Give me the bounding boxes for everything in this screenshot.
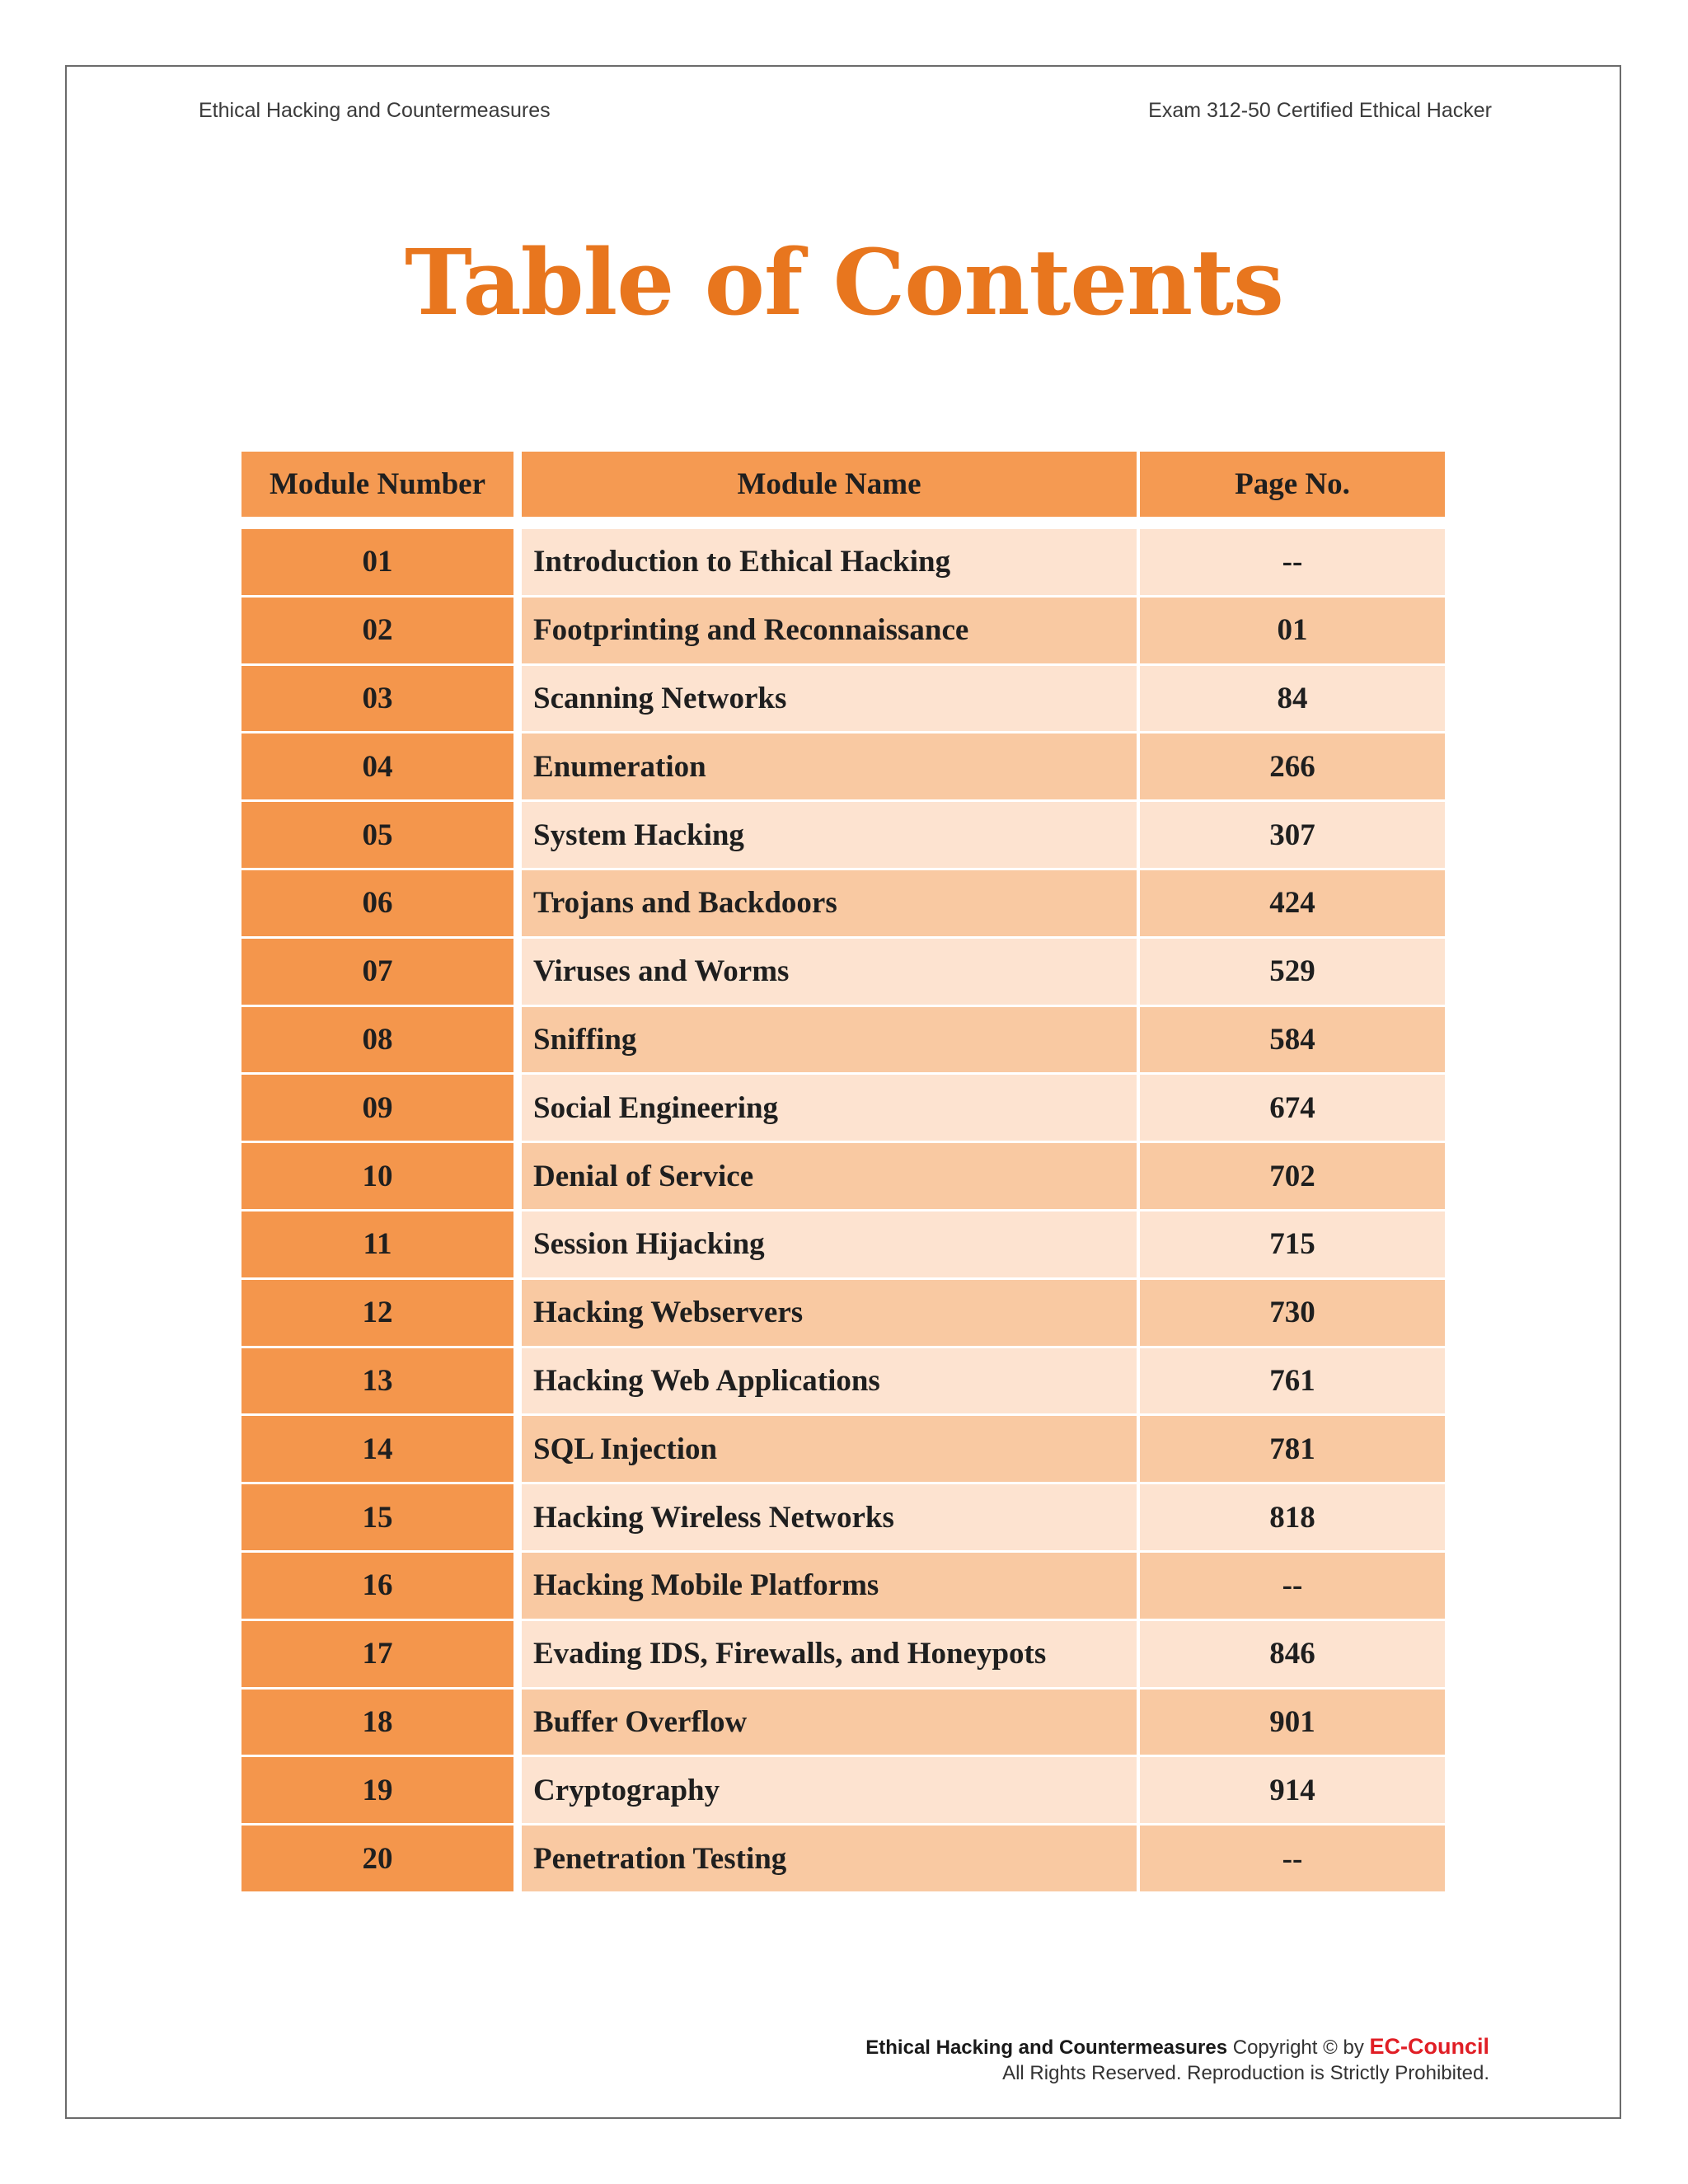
- module-number-cell: 05: [241, 802, 513, 870]
- table-row: [241, 1484, 1445, 1553]
- module-name-cell: Social Engineering: [522, 1075, 1140, 1143]
- module-name-cell: Hacking Mobile Platforms: [522, 1553, 1140, 1621]
- table-row: [241, 733, 1445, 802]
- page-number-cell: 914: [1140, 1757, 1445, 1825]
- column-header-page-no: Page No.: [1140, 452, 1445, 519]
- module-number-cell: 19: [241, 1757, 513, 1825]
- page-number-cell: --: [1140, 1553, 1445, 1621]
- table-row: [241, 666, 1445, 734]
- table-row: [241, 1280, 1445, 1348]
- page-number-cell: 761: [1140, 1348, 1445, 1417]
- page-number-cell: 307: [1140, 802, 1445, 870]
- running-header-right: Exam 312-50 Certified Ethical Hacker: [1148, 99, 1492, 122]
- table-row: [241, 870, 1445, 939]
- module-number-cell: 10: [241, 1143, 513, 1212]
- page-number-cell: 781: [1140, 1416, 1445, 1484]
- page-number-cell: 702: [1140, 1143, 1445, 1212]
- module-number-cell: 01: [241, 529, 513, 598]
- module-name-cell: SQL Injection: [522, 1416, 1140, 1484]
- module-number-cell: 04: [241, 733, 513, 802]
- page-number-cell: 84: [1140, 666, 1445, 734]
- running-header-left: Ethical Hacking and Countermeasures: [199, 99, 551, 122]
- table-row: [241, 1143, 1445, 1212]
- column-header-module-name: Module Name: [522, 452, 1140, 519]
- module-name-cell: Footprinting and Reconnaissance: [522, 598, 1140, 666]
- page-footer: [865, 2034, 1489, 2086]
- module-number-cell: 16: [241, 1553, 513, 1621]
- table-row: [241, 1348, 1445, 1417]
- table-row: [241, 802, 1445, 870]
- module-number-cell: 06: [241, 870, 513, 939]
- toc-table: [241, 452, 1445, 1894]
- module-name-cell: Enumeration: [522, 733, 1140, 802]
- table-row: [241, 598, 1445, 666]
- module-number-cell: 14: [241, 1416, 513, 1484]
- module-name-cell: Hacking Wireless Networks: [522, 1484, 1140, 1553]
- module-name-cell: System Hacking: [522, 802, 1140, 870]
- module-name-cell: Session Hijacking: [522, 1212, 1140, 1280]
- module-name-cell: Viruses and Worms: [522, 939, 1140, 1007]
- module-name-cell: Introduction to Ethical Hacking: [522, 529, 1140, 598]
- module-number-cell: 18: [241, 1690, 513, 1758]
- table-row: [241, 1007, 1445, 1076]
- module-name-cell: Trojans and Backdoors: [522, 870, 1140, 939]
- column-header-module-number: Module Number: [241, 452, 513, 519]
- footer-rights-text: All Rights Reserved. Reproduction is Strictly Prohibited.: [1002, 2062, 1489, 2084]
- page-number-cell: --: [1140, 1825, 1445, 1894]
- table-row: [241, 1825, 1445, 1894]
- table-row: [241, 1621, 1445, 1690]
- table-body: [241, 529, 1445, 1894]
- table-header-row: [241, 452, 1445, 519]
- module-number-cell: 20: [241, 1825, 513, 1894]
- page-number-cell: 266: [1140, 733, 1445, 802]
- footer-brand: EC-Council: [1369, 2034, 1489, 2059]
- module-number-cell: 02: [241, 598, 513, 666]
- module-name-cell: Evading IDS, Firewalls, and Honeypots: [522, 1621, 1140, 1690]
- module-name-cell: Scanning Networks: [522, 666, 1140, 734]
- module-number-cell: 07: [241, 939, 513, 1007]
- module-number-cell: 17: [241, 1621, 513, 1690]
- page-number-cell: --: [1140, 529, 1445, 598]
- table-row: [241, 939, 1445, 1007]
- module-number-cell: 15: [241, 1484, 513, 1553]
- module-name-cell: Buffer Overflow: [522, 1690, 1140, 1758]
- table-row: [241, 1075, 1445, 1143]
- footer-course-name: Ethical Hacking and Countermeasures: [865, 2036, 1228, 2059]
- footer-copyright-text: Copyright © by: [1232, 2036, 1364, 2059]
- module-number-cell: 08: [241, 1007, 513, 1076]
- module-number-cell: 09: [241, 1075, 513, 1143]
- table-row: [241, 1212, 1445, 1280]
- table-row: [241, 529, 1445, 598]
- table-row: [241, 1757, 1445, 1825]
- module-name-cell: Penetration Testing: [522, 1825, 1140, 1894]
- module-name-cell: Cryptography: [522, 1757, 1140, 1825]
- page-number-cell: 01: [1140, 598, 1445, 666]
- module-name-cell: Sniffing: [522, 1007, 1140, 1076]
- module-number-cell: 13: [241, 1348, 513, 1417]
- module-name-cell: Denial of Service: [522, 1143, 1140, 1212]
- page-number-cell: 529: [1140, 939, 1445, 1007]
- page-title: Table of Contents: [405, 229, 1283, 335]
- table-row: [241, 1553, 1445, 1621]
- module-number-cell: 12: [241, 1280, 513, 1348]
- footer-copyright-line: [865, 2034, 1489, 2060]
- page-number-cell: 730: [1140, 1280, 1445, 1348]
- module-number-cell: 03: [241, 666, 513, 734]
- table-row: [241, 1416, 1445, 1484]
- module-number-cell: 11: [241, 1212, 513, 1280]
- table-row: [241, 1690, 1445, 1758]
- page-number-cell: 424: [1140, 870, 1445, 939]
- page-number-cell: 715: [1140, 1212, 1445, 1280]
- module-name-cell: Hacking Webservers: [522, 1280, 1140, 1348]
- page-number-cell: 818: [1140, 1484, 1445, 1553]
- page-number-cell: 901: [1140, 1690, 1445, 1758]
- page-number-cell: 584: [1140, 1007, 1445, 1076]
- module-name-cell: Hacking Web Applications: [522, 1348, 1140, 1417]
- page-number-cell: 674: [1140, 1075, 1445, 1143]
- page-number-cell: 846: [1140, 1621, 1445, 1690]
